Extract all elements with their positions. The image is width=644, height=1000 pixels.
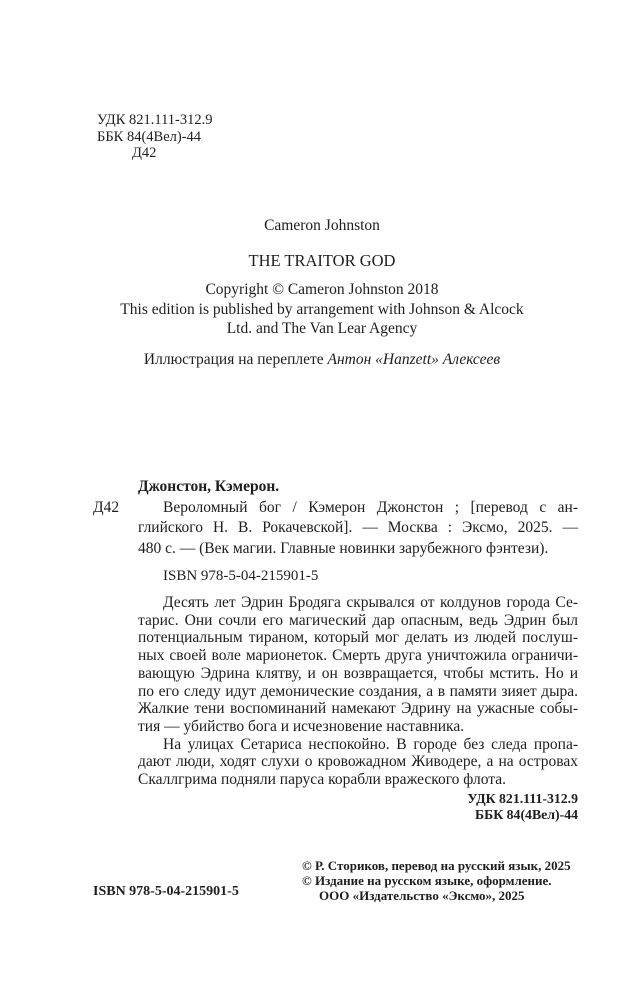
udk-code-bottom: УДК 821.111-312.9 (467, 791, 578, 806)
annotation-line: ных своей воле марионеток. Смерть друга уничтожила ограничи- (138, 647, 578, 665)
illustration-credit-label: Иллюстрация на переплете (143, 350, 328, 368)
catalog-heading: Джонстон, Кэмерон. (138, 478, 280, 495)
copyright-translation: © Р. Сториков, перевод на русский язык, 2025 (302, 858, 571, 873)
catalog-entry-line: Вероломный бог / Кэмерон Джонстон ; [перевод с ан- (163, 498, 578, 516)
original-title-block (0, 217, 644, 369)
isbn-footer: ISBN 978-5-04-215901-5 (93, 884, 239, 899)
copyright-block (302, 858, 571, 904)
annotation-line: тарис. Они сочли его магический дар опасным, ведь Эдрин был (138, 611, 578, 629)
copyright-notice: Copyright © Cameron Johnston 2018 (205, 281, 439, 298)
catalog-author-code: Д42 (93, 498, 120, 516)
original-title: THE TRAITOR GOD (248, 251, 396, 270)
annotation (138, 594, 578, 789)
arrangement-line-1: This edition is published by arrangement with Johnson & Alcock (120, 300, 524, 318)
illustration-artist-name: Антон «Hanzett» Алексеев (327, 350, 501, 368)
annotation-line: На улицах Сетариса неспокойно. В городе без следа пропа- (163, 735, 578, 753)
original-author: Cameron Johnston (264, 217, 380, 234)
annotation-line: вающую Эдрина клятву, и он возвращается, чтобы мстить. Но и (138, 664, 578, 682)
udk-code: УДК 821.111-312.9 (97, 112, 213, 128)
bottom-catalog-codes (467, 791, 578, 823)
annotation-line: потенциальным тираном, который мог делать из людей послуш- (138, 629, 578, 647)
annotation-line: Скаллгрима подняли паруса корабли вражеского флота. (138, 771, 506, 789)
copyright-edition: © Издание на русском языке, оформление. (302, 873, 552, 889)
isbn-record: ISBN 978-5-04-215901-5 (163, 568, 319, 584)
bbk-code-bottom: ББК 84(4Вел)-44 (474, 807, 578, 822)
annotation-line: Жалкие тени воспоминаний намекают Эдрину на ужасные собы- (138, 700, 578, 718)
catalog-entry-line: 480 с. — (Век магии. Главные новинки зарубежного фэнтези). (138, 539, 549, 557)
copyright-publisher: ООО «Издательство «Эксмо», 2025 (319, 888, 525, 904)
annotation-line: дают люди, ходят слухи о кровожадном Живодере, а на островах (138, 753, 578, 771)
arrangement-line-2: Ltd. and The Van Lear Agency (226, 320, 418, 338)
top-catalog-codes (97, 112, 213, 162)
bbk-code: ББК 84(4Вел)-44 (97, 128, 202, 145)
cover-illustration-credit (0, 351, 644, 369)
annotation-line: по его следу идут демонические создания, а в памяти зияет дыра. (138, 682, 578, 700)
annotation-line: Десять лет Эдрин Бродяга скрывался от колдунов города Се- (163, 594, 578, 611)
author-sign-code: Д42 (132, 145, 157, 161)
annotation-line: тия — убийство бога и исчезновение наставника. (138, 717, 465, 735)
catalog-entry-line: глийского Н. В. Рокачевской]. — Москва : Эксмо, 2025. — (138, 519, 578, 536)
bibliographic-record (93, 477, 578, 559)
